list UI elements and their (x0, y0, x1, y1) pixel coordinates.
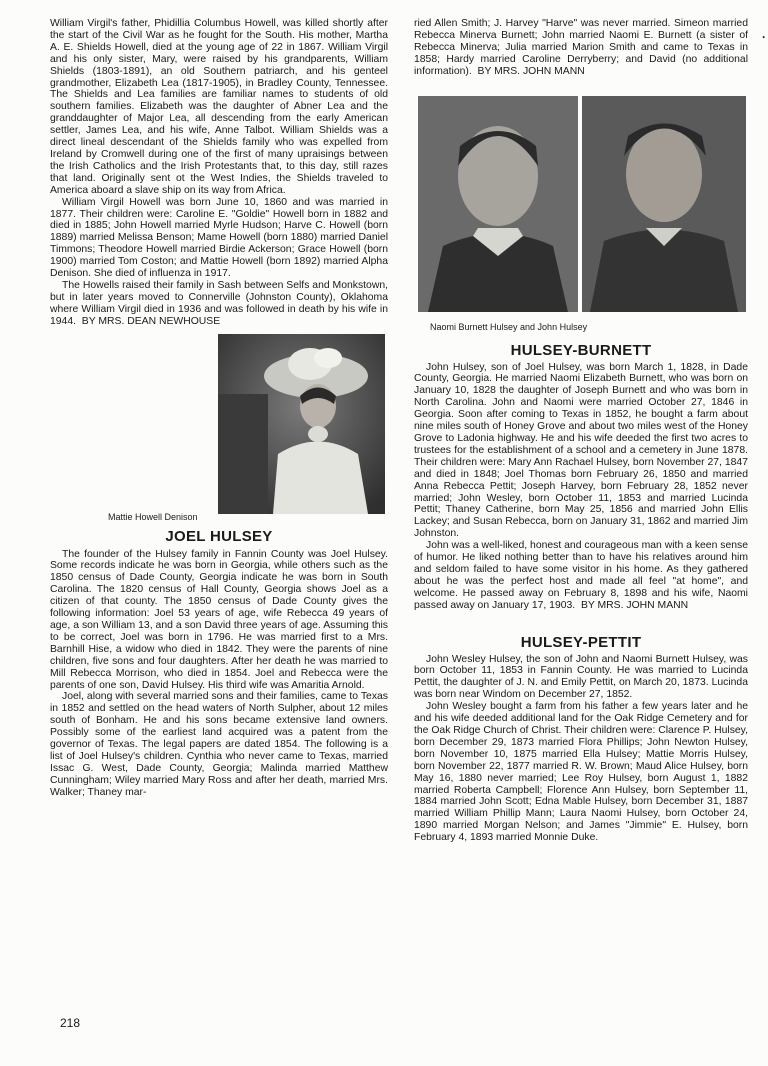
joel-paragraph-2: Joel, along with several married sons and their families, came to Texas in 1852 and settled on the head waters of North Sulpher, about 12 miles south of Bonham. He and his sons became extensive land owners. Possibly some of the earliest land acquired was a patent from the governor of Texas. The legal papers are dated 1854. The following is a list of Joel Hulsey's children. Cynthia who never came to Texas, married Issac G. West, Dade County, Georgia; Malinda married Matthew Cunningham; Wiley married Mary Ross and after her death, married Mrs. Walker; Thaney mar- (50, 691, 388, 798)
hulsey-photo-block (414, 96, 748, 338)
left-column (50, 18, 388, 799)
pettit-paragraph-1: John Wesley Hulsey, the son of John and Naomi Burnett Hulsey, was born October 11, 1853 in Fannin County. He was married to Lucinda Pettit, the daughter of J. N. and Emily Pettit, on March 20, 1873. Lucinda was born near Windom on December 27, 1852. (414, 653, 748, 701)
mattie-photo-block (50, 334, 388, 524)
joel-continuation-byline: BY MRS. JOHN MANN (477, 65, 585, 77)
portrait-man-image (582, 96, 746, 312)
joel-hulsey-heading: JOEL HULSEY (165, 527, 273, 545)
portrait-woman-hat-image (218, 334, 385, 514)
burnett-byline: BY MRS. JOHN MANN (580, 599, 689, 611)
joel-continuation-paragraph (414, 18, 748, 78)
hulsey-burnett-heading: HULSEY-BURNETT (510, 341, 652, 359)
howell-paragraph-2: William Virgil Howell was born June 10, 1860 and was married in 1877. Their children were: Caroline E. "Goldie" Howell born in 1882 and died in 1885; John Howell married Myrle Hudson; Harve C. Howell (born 1889) married Melissa Benson; Mame Howell (born 1880) married Daniel Timmons; Theodore Howell married Birdie Ackerson; Grace Howell (born 1900) married Tom Coston; and Mattie Howell (born 1892) married Alpha Denison. She died of influenza in 1917. (50, 196, 388, 280)
howell-byline: BY MRS. DEAN NEWHOUSE (81, 315, 221, 327)
burnett-paragraph-2-text: John was a well-liked, honest and courageous man with a keen sense of humor. He liked nothing better than to have his relatives around him and seldom failed to have some visitor in his home. As they gathered about he was the perfect host and made all feel "at home", and welcome. He passed away on February 8, 1898 and his wife, Naomi passed away on January 17, 1903. (414, 540, 748, 611)
edge-mark: · (762, 30, 766, 44)
page-number: 218 (60, 1016, 81, 1030)
burnett-paragraph-2 (414, 540, 748, 611)
joel-continuation-text: ried Allen Smith; J. Harvey "Harve" was never married. Simeon married Rebecca Minerva Burnett; John married Naomi E. Burnett (a sister of Rebecca Minerva; Julia married Marion Smith and came to Texas in 1858; Hardy married Caroline Derryberry; and David (no additional information). (414, 18, 748, 77)
john-hulsey-photo (582, 96, 746, 312)
mattie-photo-caption: Mattie Howell Denison (108, 511, 198, 522)
howell-paragraph-3-text: The Howells raised their family in Sash between Selfs and Monkstown, but in later years moved to Connerville (Johnston County), Oklahoma where William Virgil died in 1936 and was followed in death by his wife in 1944. (50, 279, 388, 327)
naomi-hulsey-photo (418, 96, 578, 312)
right-column (414, 18, 748, 844)
burnett-paragraph-1: John Hulsey, son of Joel Hulsey, was born March 1, 1828, in Dade County, Georgia. He married Naomi Elizabeth Burnett, who was born on January 10, 1828 the daughter of Joseph Burnett and who was born in North Carolina. John and Naomi were married October 27, 1846 in Georgia. Soon after coming to Texas in 1852, he bought a farm about nine miles south of Honey Grove and about two miles west of the Honey Grove to Ladonia highway. He and his wife deeded the first two acres to trustees for the establishment of a school and a cemetery in June 1878. Their children were: Mary Ann Rachael Hulsey, born November 27, 1847 and died in 1848; Joel Thomas born February 26, 1850 and married Anna Rebecca Pettit; Joseph Harvey, born February 28, 1852 never married; John Wesley, born October 11, 1853 and married Lucinda Pettit; Thaney Catherine, born May 25, 1856 and married John Ellis Lackey; and Susan Rebecca, born on January 31, 1862 and married Jim Johnston. (414, 361, 748, 540)
hulsey-pettit-heading: HULSEY-PETTIT (520, 633, 642, 651)
portrait-elderly-woman-image (418, 96, 578, 312)
mattie-howell-denison-photo (218, 334, 385, 514)
howell-paragraph-1: William Virgil's father, Phidillia Columbus Howell, was killed shortly after the start of the Civil War as he fought for the South. His mother, Martha A. E. Shields Howell, died at the young age of 22 in 1867. William Virgil and his only sister, Mary, were raised by his grandparents, William Shields (1803-1891), an old Southern patriarch, and his genteel grandmother, Elizabeth Lea (1817-1905), in Bradley County, Tennessee. The Shields and Lea families are familiar names to students of old southern families. Elizabeth was the daughter of Abner Lea and the granddaughter of Major Lea, all descending from the early American settler, James Lea, and his wife, Anne Talbot. William Shields was a direct lineal descendant of the Shields family who was expelled from Ireland by Cromwell during one of the first of many upraisings between the Irish Catholics and the Irish Protestants that, to this day, still razes that land. Originally sent ot the West Indies, the Shields traveled to America aboard a slave ship on its way from Africa. (50, 18, 388, 196)
hulsey-photo-caption: Naomi Burnett Hulsey and John Hulsey (430, 321, 588, 332)
pettit-paragraph-2: John Wesley bought a farm from his father a few years later and he and his wife deeded additional land for the Oak Ridge Cemetery and for the Oak Ridge Church of Christ. Their children were: Clarence P. Hulsey, born December 29, 1873 married Flora Phillips; John Newton Hulsey, born November 10, 1875 married Ella Hulsey; Mattie Morris Hulsey, born November 22, 1877 married R. W. Brown; Maud Alice Hulsey, born May 16, 1880 never married; Lee Roy Hulsey, born August 1, 1882 married Roberta Campbell; Florence Ann Hulsey, born September 11, 1884 married John Scott; Edna Mable Hulsey, born December 31, 1887 married William Phillip Mann; Laura Naomi Hulsey, born October 24, 1890 married Morgan Nelson; and James "Jimmie" E. Hulsey, born February 4, 1893 married Monnie Duke. (414, 701, 748, 844)
howell-paragraph-3 (50, 280, 388, 328)
joel-paragraph-1: The founder of the Hulsey family in Fannin County was Joel Hulsey. Some records indicate he was born in Georgia, while others such as the 1850 census of Dade County, Georgia indicate he was born in South Carolina. The 1820 census of Hall County, Georgia shows Joel as a citizen of that county. The 1850 census of Dade County gives the following information: Joel 53 years of age, wife Rebecca 49 years of age, a son William 13, and a son David three years of age. Assuming this to be correct, Joel was born in 1796. He was married first to a Mrs. Barnhill Hise, a widow who died in 1842. They were the parents of nine children, five sons and four daughters. After her death he was married to Mill Rebecca Morrison, who died in 1854. Joel and Rebecca were the parents of one son, David Hulsey. His third wife was Amaritia Arnold. (50, 548, 388, 691)
